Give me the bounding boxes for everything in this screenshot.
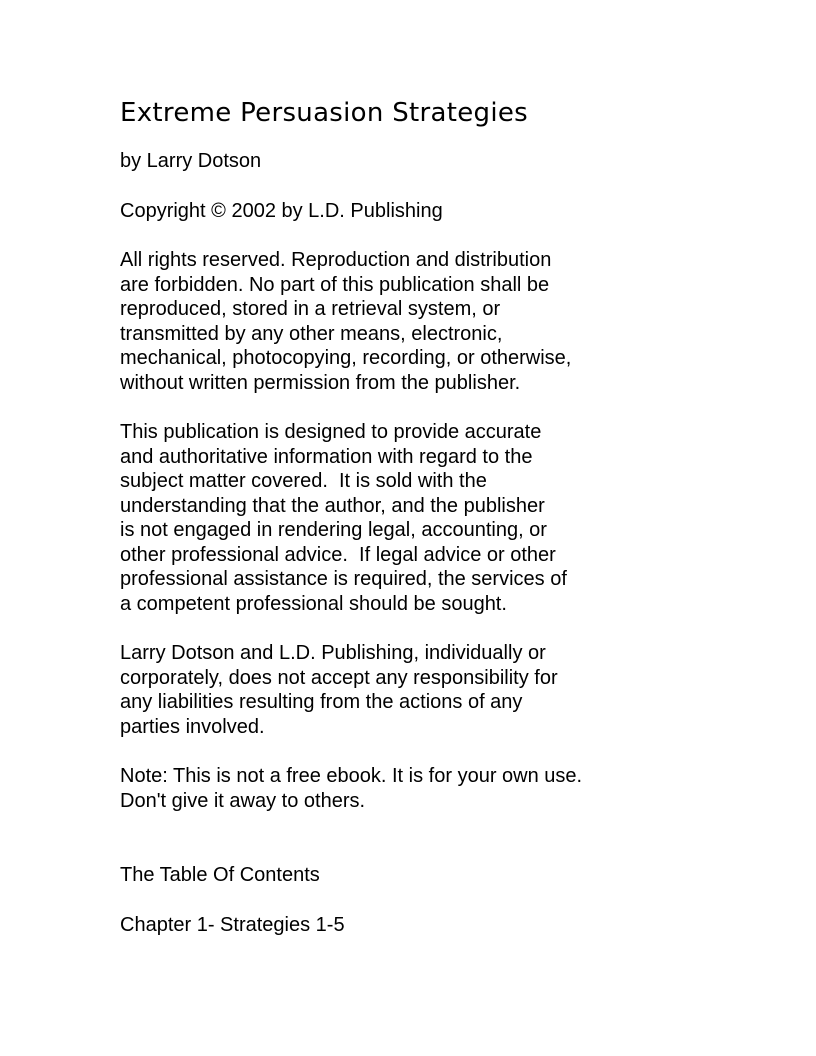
toc-heading: The Table Of Contents bbox=[120, 864, 320, 886]
toc-item-chapter-1: Chapter 1- Strategies 1-5 bbox=[120, 913, 345, 936]
document-page bbox=[120, 96, 680, 937]
document-title: Extreme Persuasion Strategies bbox=[120, 98, 529, 128]
author-line: by Larry Dotson bbox=[120, 150, 262, 172]
note-paragraph: Note: This is not a free ebook. It is for your own use. Don't give it away to others. bbox=[120, 765, 583, 812]
rights-paragraph: All rights reserved. Reproduction and distribution are forbidden. No part of this publication shall be reproduced, stored in a retrieval system, or transmitted by any other means, electronic, mechanical, photocopying, recording, or otherwise, without written permission from the publisher. bbox=[120, 249, 572, 394]
disclaimer-paragraph: This publication is designed to provide accurate and authoritative information with regard to the subject matter covered. It is sold with the understanding that the author, and the publisher is not engaged in rendering legal, accounting, or other professional advice. If legal advice or other professional assistance is required, the services of a competent professional should be sought. bbox=[120, 421, 567, 615]
copyright-line: Copyright © 2002 by L.D. Publishing bbox=[120, 199, 443, 222]
liability-paragraph: Larry Dotson and L.D. Publishing, individually or corporately, does not accept any responsibility for any liabilities resulting from the actions of any parties involved. bbox=[120, 642, 558, 738]
